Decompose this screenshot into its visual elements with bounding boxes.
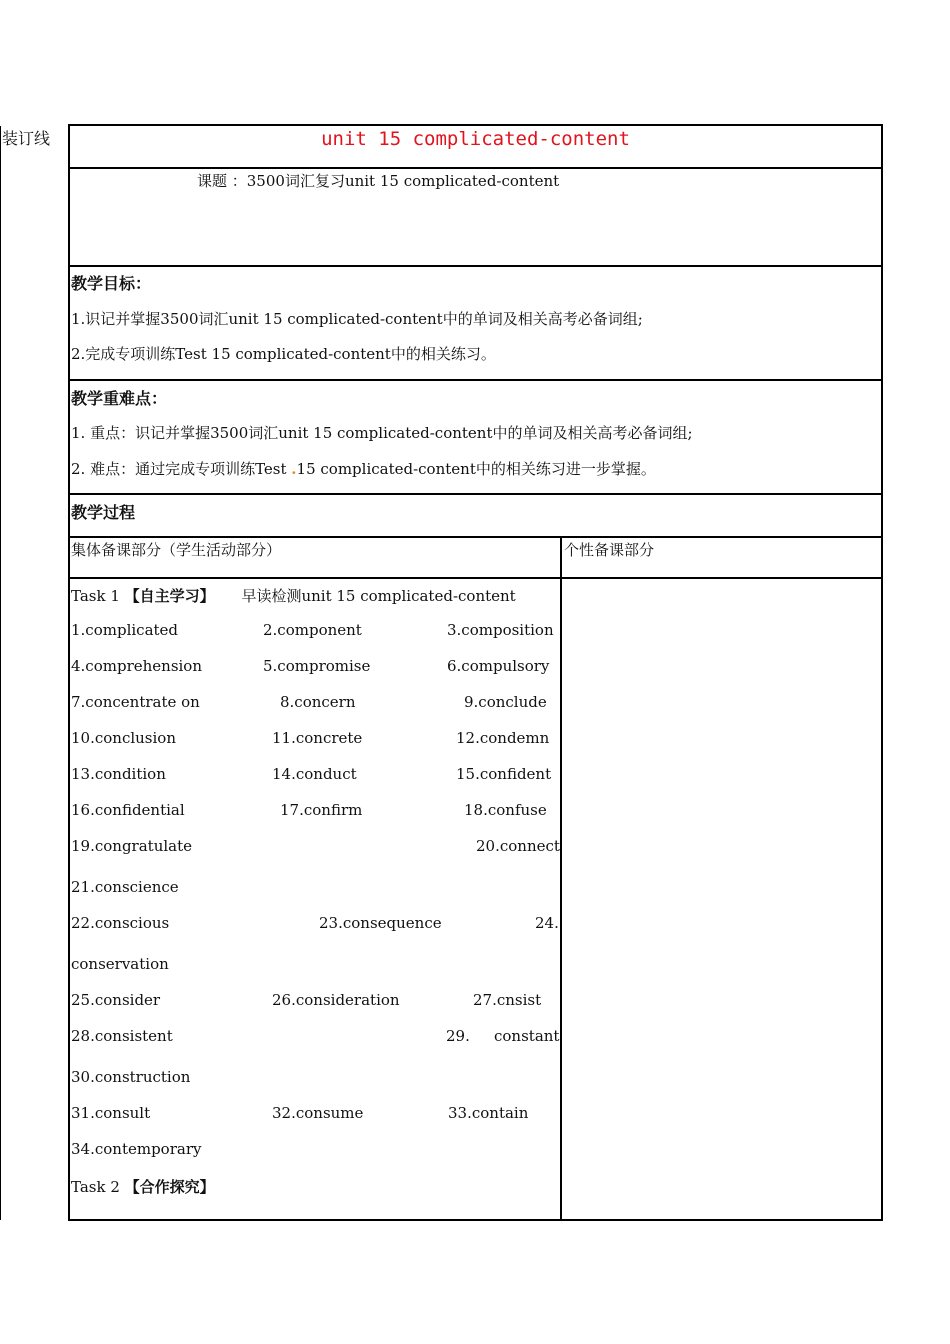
vocab-word: 14.conduct [272,765,357,783]
column-header-right: 个性备课部分 [564,541,655,559]
binding-line [0,126,1,1220]
task2-prefix: Task 2 [71,1178,120,1196]
vocab-word: 24. [535,914,559,932]
vocab-word: 19.congratulate [71,837,192,855]
objective-item: 2.完成专项训练Test 15 complicated-content中的相关练习。 [71,345,496,363]
task1-line [71,585,516,606]
vocab-word: 25.consider [71,991,161,1009]
vocab-word: 29. [446,1027,470,1045]
keypoint-text-end: 15 complicated-content中的相关练习进一步掌握。 [296,460,656,478]
vocab-word: 27.cnsist [473,991,542,1009]
vocab-word: 2.component [263,621,362,639]
keypoint-text-start: 2. 难点：通过完成专项训练Test [71,460,292,478]
process-heading: 教学过程 [71,503,136,522]
vocab-word: 33.contain [448,1104,529,1122]
binding-line-label: 装订线 [2,129,51,148]
vocab-word: 13.condition [71,765,166,783]
task1-bracket: 【自主学习】 [124,587,215,605]
lesson-topic: 课题 ：3500词汇复习unit 15 complicated-content [197,172,560,190]
vocab-word: 7.concentrate on [71,693,200,711]
vocab-word: 6.compulsory [447,657,550,675]
task2-bracket: 【合作探究】 [124,1178,215,1196]
vocab-word: 11.concrete [272,729,363,747]
column-header-left: 集体备课部分（学生活动部分） [71,541,282,559]
vocab-word: 22.conscious [71,914,170,932]
vocab-word: 10.conclusion [71,729,176,747]
vocab-word: 23.consequence [319,914,442,932]
keypoint-item [71,458,656,479]
task1-prefix: Task 1 [71,587,120,605]
task2-line [71,1176,215,1197]
table-bottom-border [68,1219,883,1221]
vocab-word: 21.conscience [71,878,179,896]
vocab-word: 20.connect [476,837,560,855]
vocab-word: 32.consume [272,1104,364,1122]
column-divider [560,536,562,1221]
task1-desc: 早读检测unit 15 complicated-content [241,587,516,605]
row-divider-topic [68,265,883,267]
keypoints-heading: 教学重难点： [71,389,168,408]
vocab-word: 30.construction [71,1068,191,1086]
vocab-word: 9.conclude [464,693,547,711]
row-divider-columns [68,577,883,579]
keypoint-item: 1. 重点：识记并掌握3500词汇unit 15 complicated-content中的单词及相关高考必备词组; [71,424,693,442]
row-divider-title [68,167,883,169]
vocab-word: 8.concern [280,693,356,711]
vocab-word: 31.consult [71,1104,151,1122]
table-right-border [881,124,883,1221]
vocab-word: 26.consideration [272,991,400,1009]
objectives-heading: 教学目标： [71,274,152,293]
row-divider-objectives [68,379,883,381]
orange-marker: . [291,460,297,478]
row-divider-process [68,536,883,538]
vocab-word: conservation [71,955,169,973]
vocab-word: 3.composition [447,621,554,639]
objective-item: 1.识记并掌握3500词汇unit 15 complicated-content中的单词及相关高考必备词组; [71,310,643,328]
vocab-word: 15.confident [456,765,552,783]
row-divider-keypoints [68,493,883,495]
vocab-word: 17.confirm [280,801,363,819]
vocab-word: 4.comprehension [71,657,203,675]
vocab-word: 1.complicated [71,621,179,639]
vocab-word: 16.confidential [71,801,185,819]
vocab-word: constant [494,1027,560,1045]
table-left-border [68,124,70,1221]
vocab-word: 28.consistent [71,1027,173,1045]
vocab-word: 34.contemporary [71,1140,202,1158]
page-title: unit 15 complicated-content [321,128,630,150]
vocab-word: 5.compromise [263,657,371,675]
table-top-border [68,124,883,126]
vocab-word: 18.confuse [464,801,547,819]
vocab-word: 12.condemn [456,729,550,747]
